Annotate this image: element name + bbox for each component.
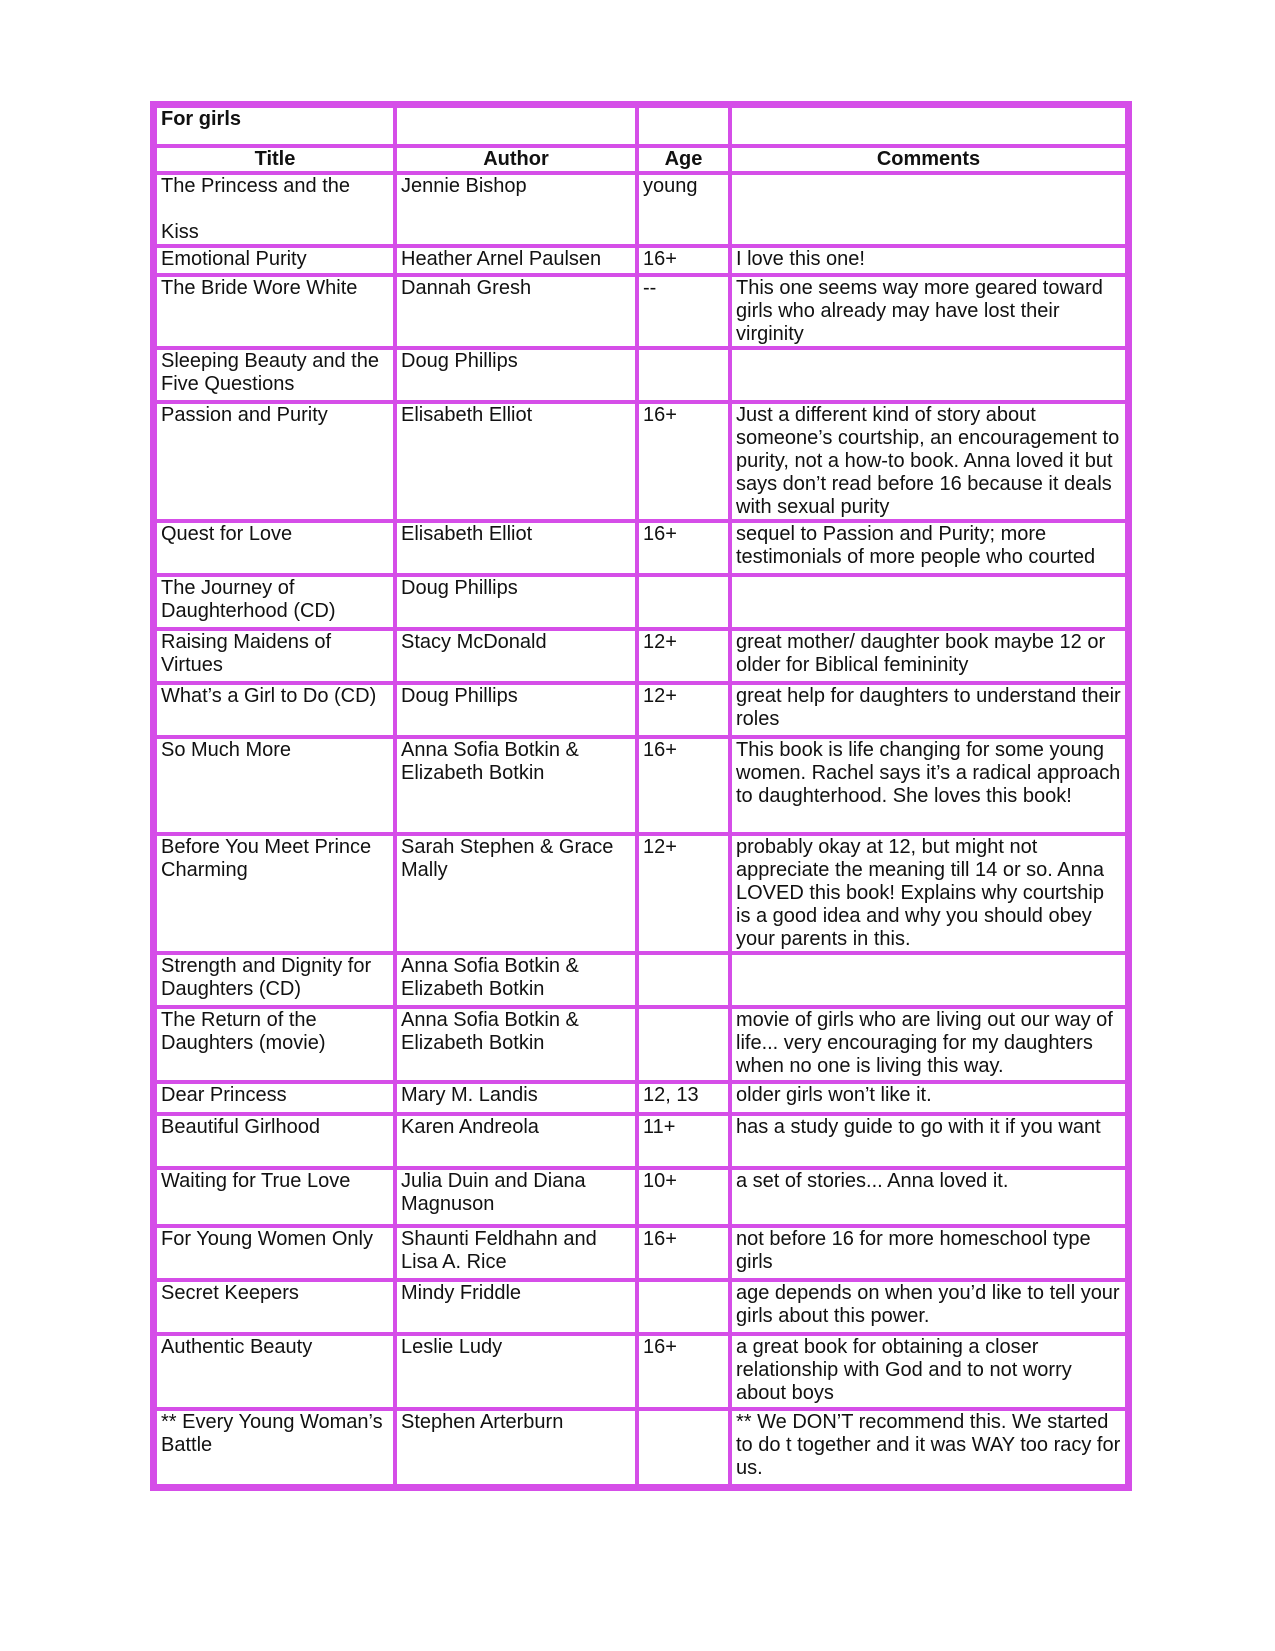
cell-comments: age depends on when you’d like to tell your girls about this power. bbox=[730, 1280, 1127, 1334]
cell-age: 10+ bbox=[637, 1168, 730, 1226]
table-row bbox=[155, 1280, 1127, 1334]
column-header-comments: Comments bbox=[730, 146, 1127, 173]
cell-author: Sarah Stephen & Grace Mally bbox=[395, 834, 637, 953]
cell-title: Passion and Purity bbox=[155, 402, 395, 521]
table-row bbox=[155, 737, 1127, 834]
cell-age: 16+ bbox=[637, 402, 730, 521]
cell-age bbox=[637, 1409, 730, 1486]
cell-title: Secret Keepers bbox=[155, 1280, 395, 1334]
cell-comments: I love this one! bbox=[730, 246, 1127, 275]
cell-title: Emotional Purity bbox=[155, 246, 395, 275]
cell-age: 12+ bbox=[637, 834, 730, 953]
table-row bbox=[155, 1082, 1127, 1114]
cell-comments bbox=[730, 953, 1127, 1007]
book-table bbox=[150, 101, 1132, 1491]
cell-title: What’s a Girl to Do (CD) bbox=[155, 683, 395, 737]
cell-author: Anna Sofia Botkin & Elizabeth Botkin bbox=[395, 1007, 637, 1082]
table-row bbox=[155, 402, 1127, 521]
column-header-age: Age bbox=[637, 146, 730, 173]
table-row bbox=[155, 953, 1127, 1007]
table-row bbox=[155, 1334, 1127, 1409]
table-row bbox=[155, 348, 1127, 402]
cell-title: Raising Maidens of Virtues bbox=[155, 629, 395, 683]
cell-age bbox=[637, 348, 730, 402]
table-row bbox=[155, 521, 1127, 575]
cell-title: So Much More bbox=[155, 737, 395, 834]
cell-comments: ** We DON’T recommend this. We started to do t together and it was WAY too racy for us. bbox=[730, 1409, 1127, 1486]
cell-title: For Young Women Only bbox=[155, 1226, 395, 1280]
cell-author: Stephen Arterburn bbox=[395, 1409, 637, 1486]
cell-comments: movie of girls who are living out our way of life... very encouraging for my daughters when no one is living this way. bbox=[730, 1007, 1127, 1082]
cell-author: Anna Sofia Botkin & Elizabeth Botkin bbox=[395, 953, 637, 1007]
cell-author: Elisabeth Elliot bbox=[395, 521, 637, 575]
cell-comments: a great book for obtaining a closer relationship with God and to not worry about boys bbox=[730, 1334, 1127, 1409]
cell-author: Doug Phillips bbox=[395, 683, 637, 737]
table-row bbox=[155, 683, 1127, 737]
column-header-author: Author bbox=[395, 146, 637, 173]
cell-age: 12, 13 bbox=[637, 1082, 730, 1114]
cell-title: Sleeping Beauty and the Five Questions bbox=[155, 348, 395, 402]
cell-comments: This book is life changing for some young women. Rachel says it’s a radical approach to daughterhood. She loves this book! bbox=[730, 737, 1127, 834]
cell-comments: probably okay at 12, but might not appreciate the meaning till 14 or so. Anna LOVED this book! Explains why courtship is a good idea and why you should obey your parents in this. bbox=[730, 834, 1127, 953]
cell-comments: This one seems way more geared toward girls who already may have lost their virginity bbox=[730, 275, 1127, 348]
cell-comments: has a study guide to go with it if you want bbox=[730, 1114, 1127, 1168]
cell-title: The Princess and the Kiss bbox=[155, 173, 395, 246]
cell-age bbox=[637, 953, 730, 1007]
caption-row bbox=[155, 106, 1127, 146]
table-row bbox=[155, 834, 1127, 953]
cell-title: Dear Princess bbox=[155, 1082, 395, 1114]
cell-author: Heather Arnel Paulsen bbox=[395, 246, 637, 275]
table-row bbox=[155, 575, 1127, 629]
table-row bbox=[155, 1226, 1127, 1280]
header-row bbox=[155, 146, 1127, 173]
table-row bbox=[155, 246, 1127, 275]
cell-comments bbox=[730, 575, 1127, 629]
cell-author: Stacy McDonald bbox=[395, 629, 637, 683]
table-row bbox=[155, 629, 1127, 683]
cell-age: 16+ bbox=[637, 1334, 730, 1409]
cell-comments: a set of stories... Anna loved it. bbox=[730, 1168, 1127, 1226]
column-header-title: Title bbox=[155, 146, 395, 173]
cell-author: Shaunti Feldhahn and Lisa A. Rice bbox=[395, 1226, 637, 1280]
table-row bbox=[155, 1168, 1127, 1226]
cell-title: The Journey of Daughterhood (CD) bbox=[155, 575, 395, 629]
cell-title: Strength and Dignity for Daughters (CD) bbox=[155, 953, 395, 1007]
cell-title: Quest for Love bbox=[155, 521, 395, 575]
cell-age bbox=[637, 1280, 730, 1334]
cell-comments: Just a different kind of story about someone’s courtship, an encouragement to purity, not a how-to book. Anna loved it but says don’t read before 16 because it deals with sexual purity bbox=[730, 402, 1127, 521]
table-row bbox=[155, 1409, 1127, 1486]
cell-age: 12+ bbox=[637, 629, 730, 683]
cell-author: Dannah Gresh bbox=[395, 275, 637, 348]
cell-comments: older girls won’t like it. bbox=[730, 1082, 1127, 1114]
cell-author: Karen Andreola bbox=[395, 1114, 637, 1168]
cell-comments: sequel to Passion and Purity; more testimonials of more people who courted bbox=[730, 521, 1127, 575]
cell-title: Before You Meet Prince Charming bbox=[155, 834, 395, 953]
cell-age: 16+ bbox=[637, 1226, 730, 1280]
cell-title: Authentic Beauty bbox=[155, 1334, 395, 1409]
table-row bbox=[155, 1114, 1127, 1168]
cell-author: Jennie Bishop bbox=[395, 173, 637, 246]
cell-comments bbox=[730, 348, 1127, 402]
cell-title: The Bride Wore White bbox=[155, 275, 395, 348]
cell-author: Doug Phillips bbox=[395, 348, 637, 402]
empty-cell bbox=[637, 106, 730, 146]
cell-comments: not before 16 for more homeschool type girls bbox=[730, 1226, 1127, 1280]
cell-age: 12+ bbox=[637, 683, 730, 737]
cell-age: 16+ bbox=[637, 246, 730, 275]
cell-author: Mary M. Landis bbox=[395, 1082, 637, 1114]
cell-age bbox=[637, 575, 730, 629]
cell-age: 16+ bbox=[637, 737, 730, 834]
cell-author: Anna Sofia Botkin & Elizabeth Botkin bbox=[395, 737, 637, 834]
table-caption: For girls bbox=[155, 106, 395, 146]
cell-age: young bbox=[637, 173, 730, 246]
cell-comments bbox=[730, 173, 1127, 246]
cell-title: Beautiful Girlhood bbox=[155, 1114, 395, 1168]
cell-age: 11+ bbox=[637, 1114, 730, 1168]
table-row bbox=[155, 275, 1127, 348]
cell-author: Julia Duin and Diana Magnuson bbox=[395, 1168, 637, 1226]
cell-author: Doug Phillips bbox=[395, 575, 637, 629]
cell-author: Elisabeth Elliot bbox=[395, 402, 637, 521]
cell-title: The Return of the Daughters (movie) bbox=[155, 1007, 395, 1082]
cell-age: -- bbox=[637, 275, 730, 348]
cell-author: Mindy Friddle bbox=[395, 1280, 637, 1334]
cell-age bbox=[637, 1007, 730, 1082]
cell-age: 16+ bbox=[637, 521, 730, 575]
cell-comments: great mother/ daughter book maybe 12 or older for Biblical femininity bbox=[730, 629, 1127, 683]
cell-title: Waiting for True Love bbox=[155, 1168, 395, 1226]
cell-author: Leslie Ludy bbox=[395, 1334, 637, 1409]
book-list-sheet bbox=[150, 101, 1122, 1491]
cell-title: ** Every Young Woman’s Battle bbox=[155, 1409, 395, 1486]
table-row bbox=[155, 1007, 1127, 1082]
empty-cell bbox=[395, 106, 637, 146]
empty-cell bbox=[730, 106, 1127, 146]
cell-comments: great help for daughters to understand their roles bbox=[730, 683, 1127, 737]
table-row bbox=[155, 173, 1127, 246]
